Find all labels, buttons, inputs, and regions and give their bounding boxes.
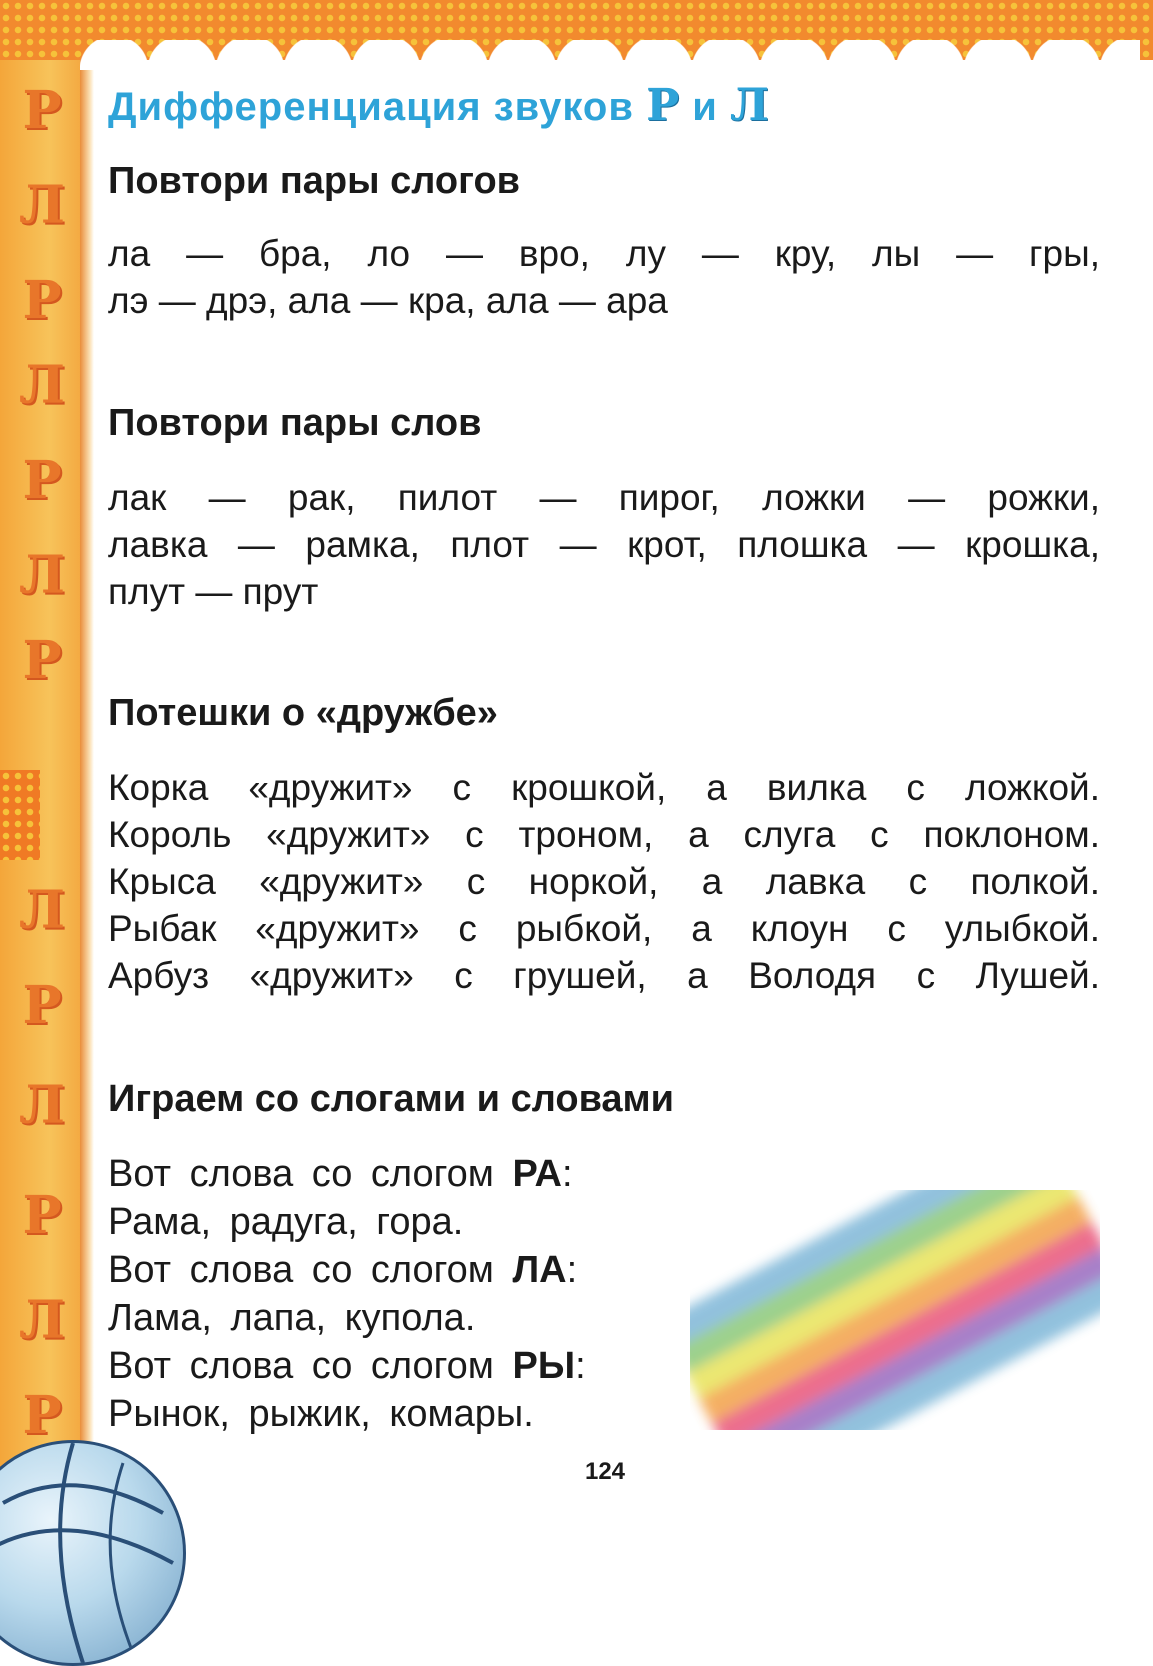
friendship-rhymes	[108, 764, 1100, 999]
strip-letter: Л	[19, 880, 65, 941]
text-line: Крыса «дружит» с норкой, а лавка с полкой.	[108, 861, 1100, 902]
strip-letter: Л	[19, 1075, 65, 1136]
syllable-words: Рынок, рыжик, комары.	[108, 1393, 534, 1435]
text-line: Корка «дружит» с крошкой, а вилка с ложкой.	[108, 767, 1100, 808]
title-text: Дифференциация звуков	[108, 85, 634, 129]
strip-letter: Р	[22, 450, 62, 511]
title-conj: и	[692, 85, 718, 129]
syllable-prompt: Вот слова со слогом ЛА:	[108, 1249, 578, 1291]
strip-letter: Л	[19, 355, 65, 416]
text-line: плут — прут	[108, 571, 319, 612]
strip-letter: Р	[22, 630, 62, 691]
heading-friendship: Потешки о «дружбе»	[108, 692, 498, 734]
strip-letter: Р	[22, 1185, 62, 1246]
strip-letter: Л	[19, 1290, 65, 1351]
page-number: 124	[584, 1458, 626, 1485]
syllable-words: Лама, лапа, купола.	[108, 1297, 476, 1339]
text-line: лэ — дрэ, ала — кра, ала — ара	[108, 280, 668, 321]
text-line: Король «дружит» с троном, а слуга с поклоном.	[108, 814, 1100, 855]
strip-letter: Л	[19, 175, 65, 236]
page-title	[108, 80, 770, 131]
syllable-prompt: Вот слова со слогом РА:	[108, 1153, 573, 1195]
strip-letter: Р	[22, 975, 62, 1036]
strip-letter: Л	[19, 545, 65, 606]
syllable-words: Рама, радуга, гора.	[108, 1201, 464, 1243]
text-line: лавка — рамка, плот — крот, плошка — крошка,	[108, 524, 1100, 565]
syllable-la: ЛА	[512, 1249, 567, 1291]
heading-words: Повтори пары слов	[108, 402, 482, 444]
syllable-ra: РА	[512, 1153, 562, 1195]
text-line: лак — рак, пилот — пирог, ложки — рожки,	[108, 477, 1100, 518]
text-line: ла — бра, ло — вро, лу — кру, лы — гры,	[108, 233, 1100, 274]
word-pairs	[108, 474, 1100, 615]
heading-syllables: Повтори пары слогов	[108, 160, 521, 202]
title-letter-r: Р	[646, 80, 681, 131]
text-line: Арбуз «дружит» с грушей, а Володя с Лушей.	[108, 955, 1100, 996]
syllable-ry: РЫ	[512, 1345, 576, 1387]
strip-letter: Р	[22, 1385, 62, 1446]
syllable-pairs	[108, 230, 1100, 324]
strip-letter: Р	[22, 270, 62, 331]
title-letter-l: Л	[730, 80, 770, 131]
syllable-prompt: Вот слова со слогом РЫ:	[108, 1345, 586, 1387]
syllable-game	[108, 1150, 708, 1438]
strip-letter: Р	[22, 80, 62, 141]
heading-play: Играем со слогами и словами	[108, 1078, 675, 1120]
text-line: Рыбак «дружит» с рыбкой, а клоун с улыбкой.	[108, 908, 1100, 949]
